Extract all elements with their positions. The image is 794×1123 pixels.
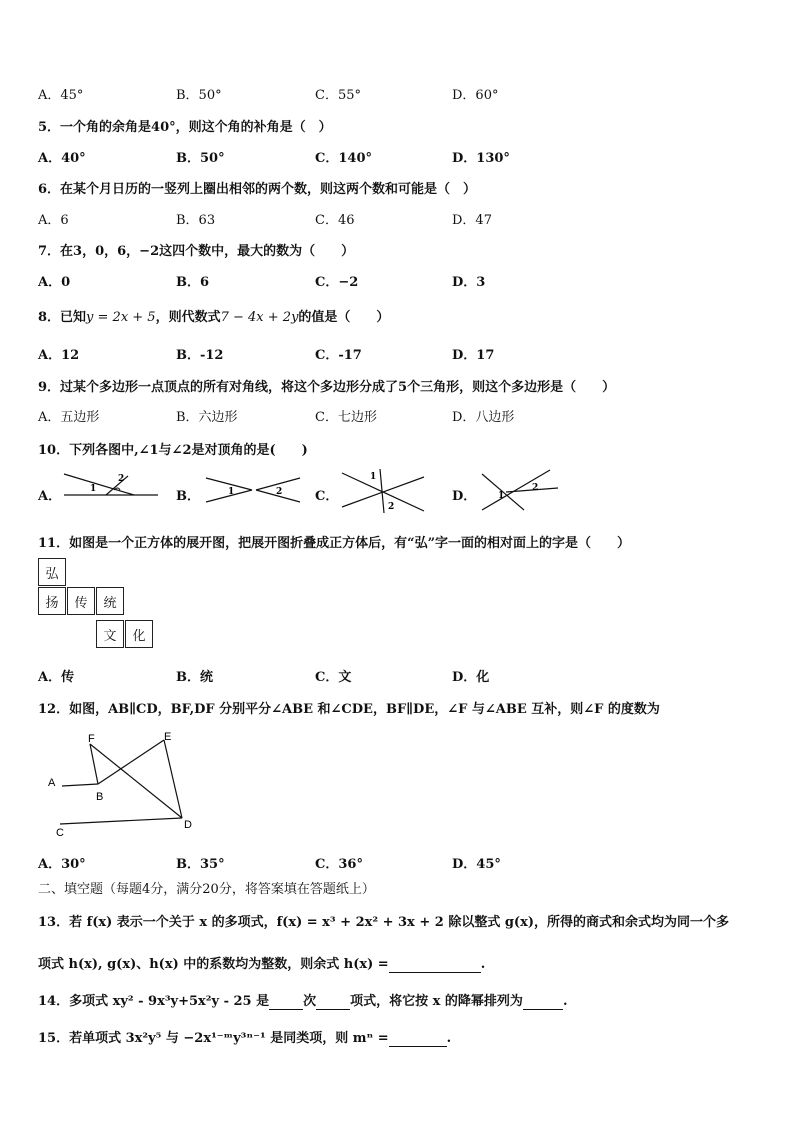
q8-expression-y: y = 2x + 5 — [86, 310, 156, 325]
q8-stem-part3: 的值是（ ） — [298, 310, 390, 325]
q10-figure-d — [480, 468, 562, 514]
q11-option-d: D．化 — [452, 670, 490, 685]
q15-part-a: 15．若单项式 3x²y⁵ 与 −2x¹⁻ᵐy³ⁿ⁻¹ 是同类项，则 mⁿ = — [38, 1031, 389, 1046]
q7-option-a: A．0 — [38, 275, 71, 290]
q13-line1: 13．若 f(x) 表示一个关于 x 的多项式，f(x) = x³ + 2x² + 3x + 2 除以整式 g(x)，所得的商式和余式均为同一个多 — [38, 915, 729, 930]
q14-part-c: 项式，将它按 x 的降幂排列为 — [350, 994, 523, 1009]
q7-stem: 7．在3，0，6，−2这四个数中，最大的数为（ ） — [38, 244, 355, 259]
q10-d-angle1-label: 1 — [498, 491, 505, 501]
q10-option-c: C． — [315, 489, 339, 504]
q8-option-a: A．12 — [38, 348, 80, 363]
q5-option-c: C．140° — [315, 151, 372, 166]
q10-figure-c — [340, 467, 426, 515]
q11-option-a: A．传 — [38, 670, 75, 685]
q10-c-angle2-label: 2 — [388, 502, 395, 512]
q10-a-angle2-label: 2 — [118, 474, 125, 484]
q9-option-c: C．七边形 — [315, 410, 377, 425]
q10-a-angle1-label: 1 — [90, 484, 97, 494]
q5-option-d: D．130° — [452, 151, 510, 166]
q12-label-f: F — [88, 733, 95, 745]
q14-stem — [38, 990, 567, 1010]
q4-option-c: C．55° — [315, 88, 361, 103]
net-cell-yang: 扬 — [38, 587, 66, 615]
q6-option-a: A．6 — [38, 213, 69, 228]
q6-option-d: D．47 — [452, 213, 492, 228]
section2-title: 二、填空题（每题4分，满分20分，将答案填在答题纸上） — [38, 882, 375, 897]
q8-expression-algebraic: 7 − 4x + 2y — [220, 310, 299, 325]
q10-b-angle1-label: 1 — [228, 487, 235, 497]
q7-option-c: C．−2 — [315, 275, 359, 290]
q9-option-d: D．八边形 — [452, 410, 515, 425]
q13-line2 — [38, 953, 485, 973]
q15-stem — [38, 1027, 451, 1047]
q10-d-angle2-label: 2 — [532, 483, 539, 493]
q10-figure-b — [204, 475, 304, 505]
q8-option-d: D．17 — [452, 348, 495, 363]
q10-c-angle1-label: 1 — [370, 472, 377, 482]
q12-option-c: C．36° — [315, 857, 363, 872]
q10-option-b: B． — [176, 489, 200, 504]
q5-stem: 5．一个角的余角是40°，则这个角的补角是（ ） — [38, 120, 332, 135]
q11-option-c: C．文 — [315, 670, 352, 685]
net-cell-chuan: 传 — [67, 587, 95, 615]
q7-option-d: D．3 — [452, 275, 486, 290]
q13-line2-end: . — [480, 957, 486, 972]
net-cell-hong: 弘 — [38, 558, 66, 586]
q14-blank-degree — [269, 994, 303, 1010]
net-cell-hua: 化 — [125, 620, 153, 648]
q12-label-c: C — [56, 827, 64, 839]
q12-label-b: B — [96, 791, 104, 803]
q8-stem — [38, 306, 389, 325]
q9-option-a: A．五边形 — [38, 410, 100, 425]
q15-part-b: . — [446, 1031, 452, 1046]
q11-stem: 11．如图是一个正方体的展开图，把展开图折叠成正方体后，有“弘”字一面的相对面上的字是（ ） — [38, 536, 631, 551]
q13-line2-text: 项式 h(x), g(x)、h(x) 中的系数均为整数，则余式 h(x) = — [38, 957, 389, 972]
q10-b-angle2-label: 2 — [276, 487, 283, 497]
q6-option-b: B．63 — [176, 213, 216, 228]
net-cell-tong: 统 — [96, 587, 124, 615]
q10-stem: 10．下列各图中,∠1与∠2是对顶角的是( ) — [38, 443, 308, 458]
q14-blank-terms — [316, 994, 350, 1010]
q10-option-a: A． — [38, 489, 62, 504]
q14-part-a: 14．多项式 xy² - 9x³y+5x²y - 25 是 — [38, 994, 270, 1009]
q13-answer-blank — [389, 957, 481, 973]
q9-stem: 9．过某个多边形一点顶点的所有对角线，将这个多边形分成了5个三角形，则这个多边形是（ ） — [38, 380, 616, 395]
q9-option-b: B．六边形 — [176, 410, 238, 425]
q12-label-d: D — [184, 819, 192, 831]
q12-figure — [40, 728, 210, 840]
q5-option-a: A．40° — [38, 151, 86, 166]
q5-option-b: B．50° — [176, 151, 225, 166]
q6-stem: 6．在某个月日历的一竖列上圈出相邻的两个数，则这两个数和可能是（ ） — [38, 182, 477, 197]
q8-stem-part1: 8．已知 — [38, 310, 87, 325]
q14-blank-order — [523, 994, 563, 1010]
q12-stem: 12．如图，AB∥CD，BF,DF 分别平分∠ABE 和∠CDE，BF∥DE，∠F 与∠ABE 互补，则∠F 的度数为 — [38, 702, 660, 717]
q8-option-b: B．-12 — [176, 348, 224, 363]
q8-option-c: C．-17 — [315, 348, 362, 363]
q12-option-a: A．30° — [38, 857, 86, 872]
q8-stem-part2: ，则代数式 — [155, 310, 221, 325]
q10-figure-a — [62, 468, 162, 502]
q14-part-d: . — [562, 994, 568, 1009]
q12-label-a: A — [48, 777, 56, 789]
q4-option-d: D．60° — [452, 88, 499, 103]
q12-option-b: B．35° — [176, 857, 225, 872]
q10-option-d: D． — [452, 489, 477, 504]
q7-option-b: B．6 — [176, 275, 210, 290]
q11-option-b: B．统 — [176, 670, 213, 685]
q4-option-b: B．50° — [176, 88, 222, 103]
q4-option-a: A．45° — [38, 88, 84, 103]
q14-part-b: 次 — [303, 994, 317, 1009]
q15-answer-blank — [389, 1031, 447, 1047]
q12-label-e: E — [164, 731, 172, 743]
q6-option-c: C．46 — [315, 213, 355, 228]
q12-option-d: D．45° — [452, 857, 501, 872]
net-cell-wen: 文 — [96, 620, 124, 648]
